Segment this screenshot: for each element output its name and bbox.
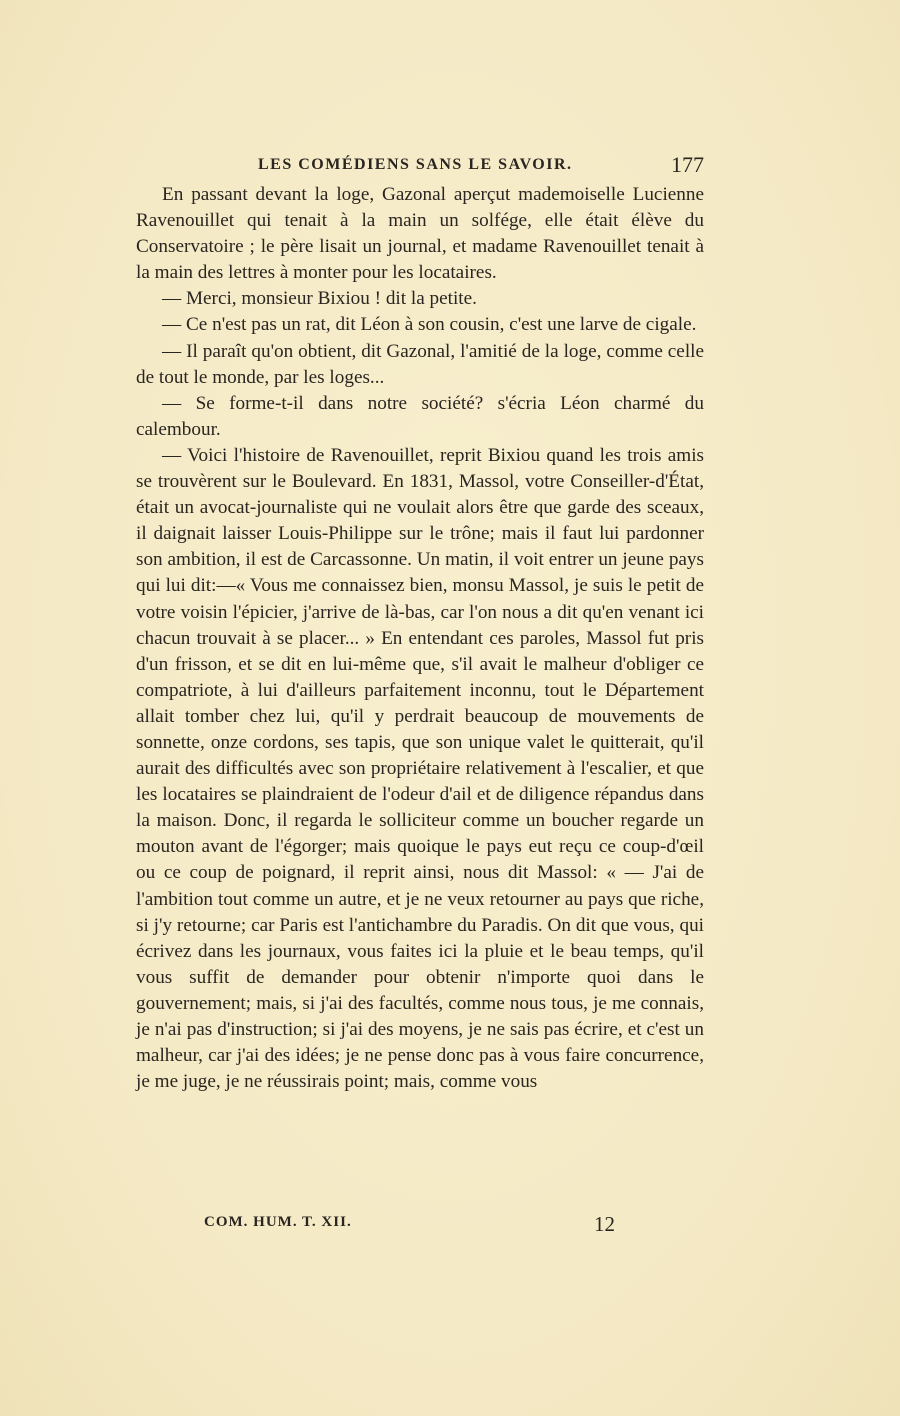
paragraph-5: — Se forme-t-il dans notre société? s'écria Léon charmé du calembour.: [136, 392, 704, 440]
page-number: 177: [671, 152, 704, 177]
signature-mark: COM. HUM. T. XII.: [204, 1214, 352, 1230]
page-footer: [136, 1210, 704, 1240]
signature-number: 12: [594, 1212, 615, 1236]
paragraph-3: — Ce n'est pas un rat, dit Léon à son cousin, c'est une larve de cigale.: [162, 314, 697, 336]
paragraph-2: — Merci, monsieur Bixiou ! dit la petite.: [162, 288, 477, 310]
page-header: [136, 152, 704, 182]
paragraph-1: En passant devant la loge, Gazonal aperçut mademoiselle Lucienne Ravenouillet qui tenait à la main un solfége, elle était élève du Conservatoire ; le père lisait un journal, et madame Ravenouillet tenait à la main des lettres à monter pour les locataires.: [136, 184, 704, 284]
paragraph-6: — Voici l'histoire de Ravenouillet, reprit Bixiou quand les trois amis se trouvèrent sur le Boulevard. En 1831, Massol, votre Conseiller-d'État, était un avocat-journaliste qui ne voulait alors être que garde des sceaux, il daignait laisser Louis-Philippe sur le trône; mais il faut lui pardonner son ambition, il est de Carcassonne. Un matin, il voit entrer un jeune pays qui lui dit:—« Vous me connaissez bien, monsu Massol, je suis le petit de votre voisin l'épicier, j'arrive de là-bas, car l'on nous a dit qu'en venant ici chacun trouvait à se placer... » En entendant ces paroles, Massol fut pris d'un frisson, et se dit en lui-même que, s'il avait le malheur d'obliger ce compatriote, à lui d'ailleurs parfaitement inconnu, tout le Département allait tomber chez lui, qu'il y perdrait beaucoup de mouvements de sonnette, onze cordons, ses tapis, que son unique valet le quitterait, qu'il aurait des difficultés avec son propriétaire relativement à l'escalier, et que les locataires se plaindraient de l'odeur d'ail et de diligence répandus dans la maison. Donc, il regarda le solliciteur comme un boucher regarde un mouton avant de l'égorger; mais quoique le pays eut reçu ce coup-d'œil ou ce coup de poignard, il reprit ainsi, nous dit Massol: « — J'ai de l'ambition tout comme un autre, et je ne veux retourner au pays que riche, si j'y retourne; car Paris est l'antichambre du Paradis. On dit que vous, qui écrivez dans les journaux, vous faites ici la pluie et le beau temps, qu'il vous suffit de demander pour obtenir n'importe quoi dans le gouvernement; mais, si j'ai des facultés, comme nous tous, je me connais, je n'ai pas d'instruction; si j'ai des moyens, je ne sais pas écrire, et c'est un malheur, car j'ai des idées; je ne pense donc pas à vous faire concurrence, je me juge, je ne réussirais point; mais, comme vous: [136, 444, 704, 1093]
paragraph-4: — Il paraît qu'on obtient, dit Gazonal, l'amitié de la loge, comme celle de tout le monde, par les loges...: [136, 340, 704, 388]
running-title: LES COMÉDIENS SANS LE SAVOIR.: [258, 156, 573, 173]
body-text: [136, 182, 704, 1095]
